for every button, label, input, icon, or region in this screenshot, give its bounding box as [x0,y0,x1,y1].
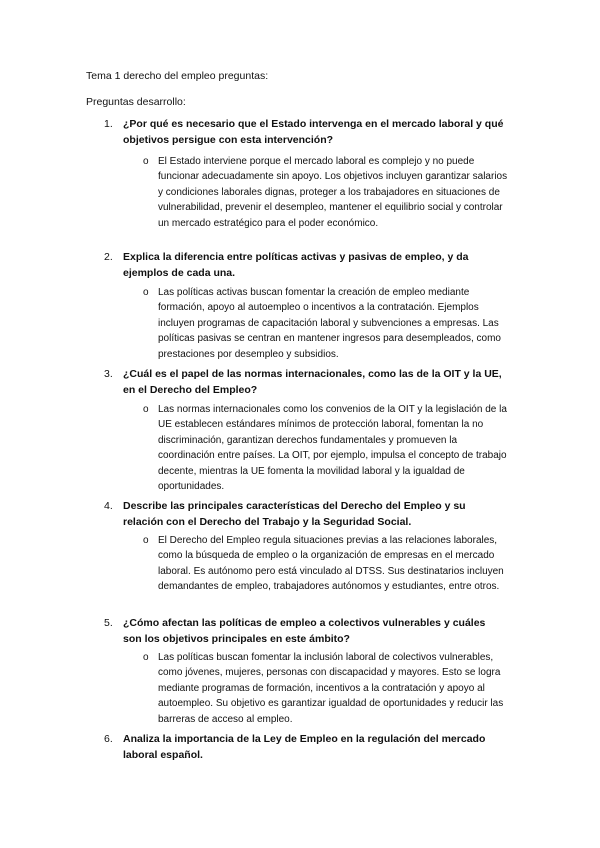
question-number: 5. [104,617,113,629]
bullet-circle-icon: o [143,404,149,415]
answer-text: El Derecho del Empleo regula situaciones previas a las relaciones laborales, como la búsqueda de empleo o la organización de empresas en el mercado laboral. Es autónomo pero está vinculado al DTSS. Sus destinatarios incluyen demandantes de empleo, trabajadores autónomos y estudiantes, entre otros. [158,535,504,593]
question-3 [86,366,506,398]
bullet-circle-icon: o [143,287,149,298]
question-number: 4. [104,500,113,512]
question-5 [86,615,506,647]
section-heading: Preguntas desarrollo: [86,96,186,108]
question-number: 2. [104,251,113,263]
answer-text: El Estado interviene porque el mercado laboral es complejo y no puede funcionar adecuadamente sin apoyo. Los objetivos incluyen garantizar salarios y condiciones laborales dignas, proteger a los trabajadores en situaciones de vulnerabilidad, prevenir el desempleo, mantener el equilibrio social y controlar un mercado estratégico para el poder económico. [158,156,508,229]
bullet-circle-icon: o [143,535,149,546]
question-number: 1. [104,118,113,130]
question-text: Analiza la importancia de la Ley de Empleo en la regulación del mercado laboral español. [123,733,486,761]
answer-3 [138,402,508,494]
answer-text: Las políticas buscan fomentar la inclusión laboral de colectivos vulnerables, como jóvenes, mujeres, personas con discapacidad y mayores. Esto se logra mediante programas de formación, incentivos a la contratación y apoyo al autoempleo. Su objetivo es garantizar igualdad de oportunidades y reducir las barreras de acceso al empleo. [158,652,504,725]
answer-4 [138,533,508,595]
answer-1 [138,154,508,231]
question-4 [86,498,506,530]
question-text: ¿Cómo afectan las políticas de empleo a colectivos vulnerables y cuáles son los objetivos principales en este ámbito? [123,617,486,645]
question-text: Explica la diferencia entre políticas activas y pasivas de empleo, y da ejemplos de cada una. [123,251,469,279]
answer-text: Las políticas activas buscan fomentar la creación de empleo mediante formación, apoyo al autoempleo o incentivos a la contratación. Ejemplos incluyen programas de capacitación laboral y subvenciones a empresas. Las políticas pasivas se centran en mantener ingresos para desempleados, como prestaciones por desempleo y subsidios. [158,287,501,360]
question-number: 3. [104,368,113,380]
question-text: Describe las principales características del Derecho del Empleo y su relación con el Derecho del Trabajo y la Seguridad Social. [123,500,466,528]
question-1 [86,116,506,148]
answer-5 [138,650,508,727]
question-text: ¿Por qué es necesario que el Estado intervenga en el mercado laboral y qué objetivos persigue con esta intervención? [123,118,504,146]
question-text: ¿Cuál es el papel de las normas internacionales, como las de la OIT y la UE, en el Derecho del Empleo? [123,368,502,396]
question-number: 6. [104,733,113,745]
bullet-circle-icon: o [143,652,149,663]
answer-2 [138,285,508,362]
question-6 [86,731,506,763]
question-2 [86,249,506,281]
answer-text: Las normas internacionales como los convenios de la OIT y la legislación de la UE establecen estándares mínimos de protección laboral, fomentan la no discriminación, garantizan derechos fundamentales y promueven la coordinación entre países. La OIT, por ejemplo, impulsa el concepto de trabajo decente, mientras la UE fomenta la movilidad laboral y la igualdad de oportunidades. [158,404,507,493]
bullet-circle-icon: o [143,156,149,167]
document-title: Tema 1 derecho del empleo preguntas: [86,70,269,82]
